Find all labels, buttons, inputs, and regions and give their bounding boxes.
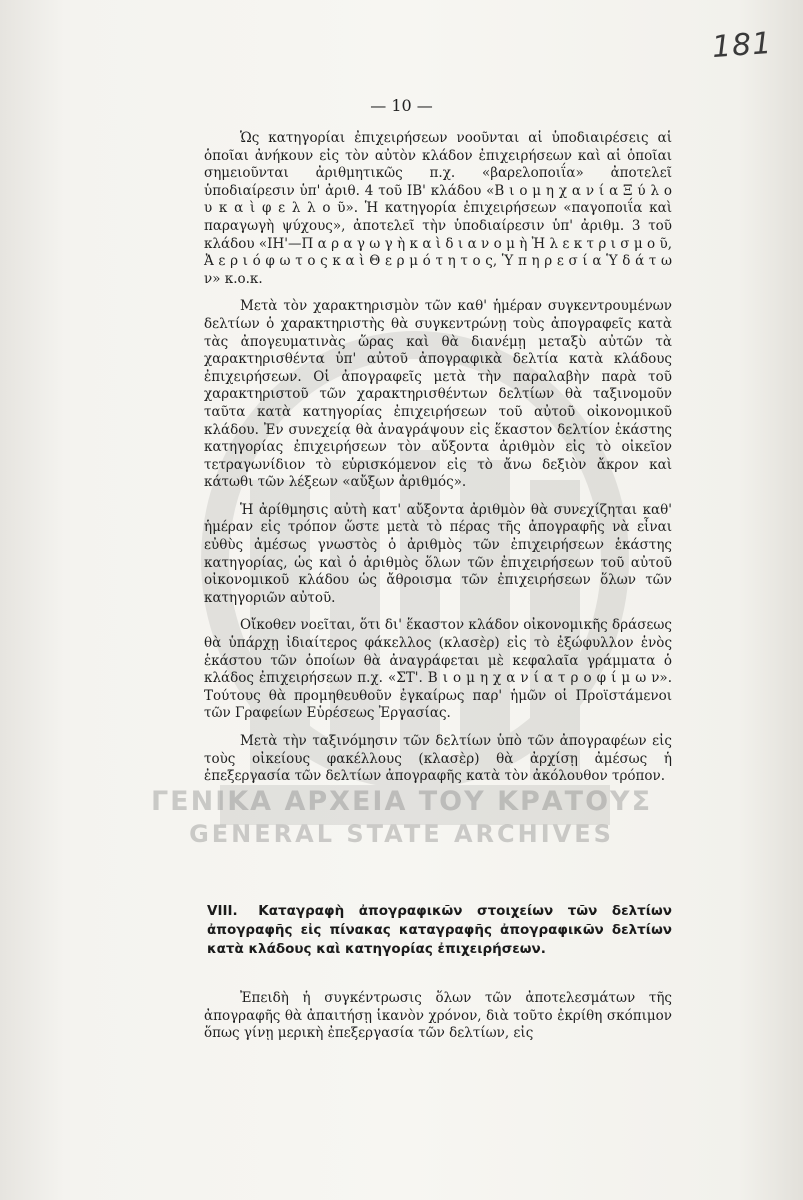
archive-page-annotation: 181 (710, 25, 774, 66)
paragraph-characterization: Μετὰ τὸν χαρακτηρισμὸν τῶν καθ' ἡμέραν συγκεντρουμένων δελτίων ὁ χαρακτηριστὴς θὰ συγκεντρώνῃ τοὺς ἀπογραφεῖς κατὰ τὰς ἀπογευματινὰς ὥρας καὶ θὰ διανέμῃ μεταξὺ αὐτῶν τὰ χαρακτηρισθέντα ὑπ' αὐτοῦ ἀπογραφικὰ δελτία κατὰ κλάδους ἐπιχειρήσεων. Οἱ ἀπογραφεῖς μετὰ τὴν παραλαβὴν παρὰ τοῦ χαρακτηριστοῦ τῶν χαρακτηρισθέντων δελτίων θὰ ταξινομοῦν ταῦτα κατὰ κατηγορίας ἐπιχειρήσεων τοῦ αὐτοῦ οἰκονομικοῦ κλάδου. Ἐν συνεχείᾳ θὰ ἀναγράψουν εἰς ἕκαστον δελτίον ἑκάστης κατηγορίας ἐπιχειρήσεων τὸν αὔξοντα ἀριθμὸν εἰς τὸ οἰκεῖον τετραγωνίδιον τὸ εὑρισκόμενον εἰς τὸ ἄνω δεξιὸν ἄκρον καὶ κάτωθι τῶν λέξεων «αὔξων ἀριθμός». (204, 298, 672, 491)
closing-text (204, 990, 672, 1043)
section-number: VIII. (207, 903, 238, 919)
paragraph-folders: Οἴκοθεν νοεῖται, ὅτι δι' ἕκαστον κλάδον οἰκονομικῆς δράσεως θὰ ὑπάρχῃ ἰδιαίτερος φάκελλος (κλασὲρ) εἰς τὸ ἐξώφυλλον ἑνὸς ἑκάστου τῶν ὁποίων θὰ ἀναγράφεται μὲ κεφαλαῖα γράμματα ὁ κλάδος ἐπιχειρήσεων π.χ. «ΣΤ'. Β ι ο μ η χ α ν ί α τ ρ ο φ ί μ ω ν». Τούτους θὰ προμηθευθοῦν ἐγκαίρως παρ' ἡμῶν οἱ Προϊστάμενοι τῶν Γραφείων Εὑρέσεως Ἐργασίας. (204, 617, 672, 722)
page-number: — 10 — (370, 96, 433, 115)
watermark-greek: ΓΕΝΙΚΑ ΑΡΧΕΙΑ ΤΟΥ ΚΡΑΤΟΥΣ (150, 786, 653, 817)
paragraph-processing: Μετὰ τὴν ταξινόμησιν τῶν δελτίων ὑπὸ τῶν ἀπογραφέων εἰς τοὺς οἰκείους φακέλλους (κλασὲρ) θὰ ἀρχίσῃ ἀμέσως ἡ ἐπεξεργασία τῶν δελτίων ἀπογραφῆς κατὰ τὸν ἀκόλουθον τρόπον. (204, 733, 672, 785)
section-heading (207, 902, 672, 959)
watermark-english: GENERAL STATE ARCHIVES (189, 820, 614, 848)
section-title: Καταγραφὴ ἀπογραφικῶν στοιχείων τῶν δελτίων ἀπογραφῆς εἰς πίνακας καταγραφῆς ἀπογραφικῶν δελτίων κατὰ κλάδους καὶ κατηγορίας ἐπιχειρήσεων. (207, 903, 672, 957)
paragraph-numbering: Ἡ ἀρίθμησις αὐτὴ κατ' αὔξοντα ἀριθμὸν θὰ συνεχίζηται καθ' ἡμέραν εἰς τρόπον ὥστε μετὰ τὸ πέρας τῆς ἀπογραφῆς νὰ εἶναι εὐθὺς ἀμέσως γνωστὸς ὁ ἀριθμὸς τῶν ἐπιχειρήσεων ἑκάστης κατηγορίας, ὡς καὶ ὁ ἀριθμὸς ὅλων τῶν ἐπιχειρήσεων τοῦ αὐτοῦ οἰκονομικοῦ κλάδου ὡς ἄθροισμα τῶν ἐπιχειρήσεων ὅλων τῶν κατηγοριῶν αὐτοῦ. (204, 501, 672, 606)
paragraph-categories: Ὡς κατηγορίαι ἐπιχειρήσεων νοοῦνται αἱ ὑποδιαιρέσεις αἱ ὁποῖαι ἀνήκουν εἰς τὸν αὐτὸν κλάδον ἐπιχειρήσεων καὶ αἱ ὁποῖαι σημειοῦνται ἀριθμητικῶς π.χ. «βαρελοποιΐα» ἀποτελεῖ ὑποδιαίρεσιν ὑπ' ἀριθ. 4 τοῦ ΙΒ' κλάδου «Β ι ο μ η χ α ν ί α Ξ ύ λ ο υ κ α ὶ φ ε λ λ ο ῦ». Ἡ κατηγορία ἐπιχειρήσεων «παγοποιΐα καὶ παραγωγὴ ψύχους», ἀποτελεῖ τὴν ὑποδιαίρεσιν ὑπ' ἀριθμ. 3 τοῦ κλάδου «ΙΗ'—Π α ρ α γ ω γ ὴ κ α ὶ δ ι α ν ο μ ὴ Ἠ λ ε κ τ ρ ι σ μ ο ῦ, Ἀ ε ρ ι ό φ ω τ ο ς κ α ὶ Θ ε ρ μ ό τ η τ ο ς, Ὑ π η ρ ε σ ί α Ὑ δ ά τ ω ν» κ.ο.κ. (204, 130, 672, 287)
body-text (204, 130, 672, 796)
paragraph-closing: Ἐπειδὴ ἡ συγκέντρωσις ὅλων τῶν ἀποτελεσμάτων τῆς ἀπογραφῆς θὰ ἀπαιτήσῃ ἱκανὸν χρόνον, διὰ τοῦτο ἐκρίθη σκόπιμον ὅπως γίνῃ μερικὴ ἐπεξεργασία τῶν δελτίων, εἰς (204, 990, 672, 1042)
